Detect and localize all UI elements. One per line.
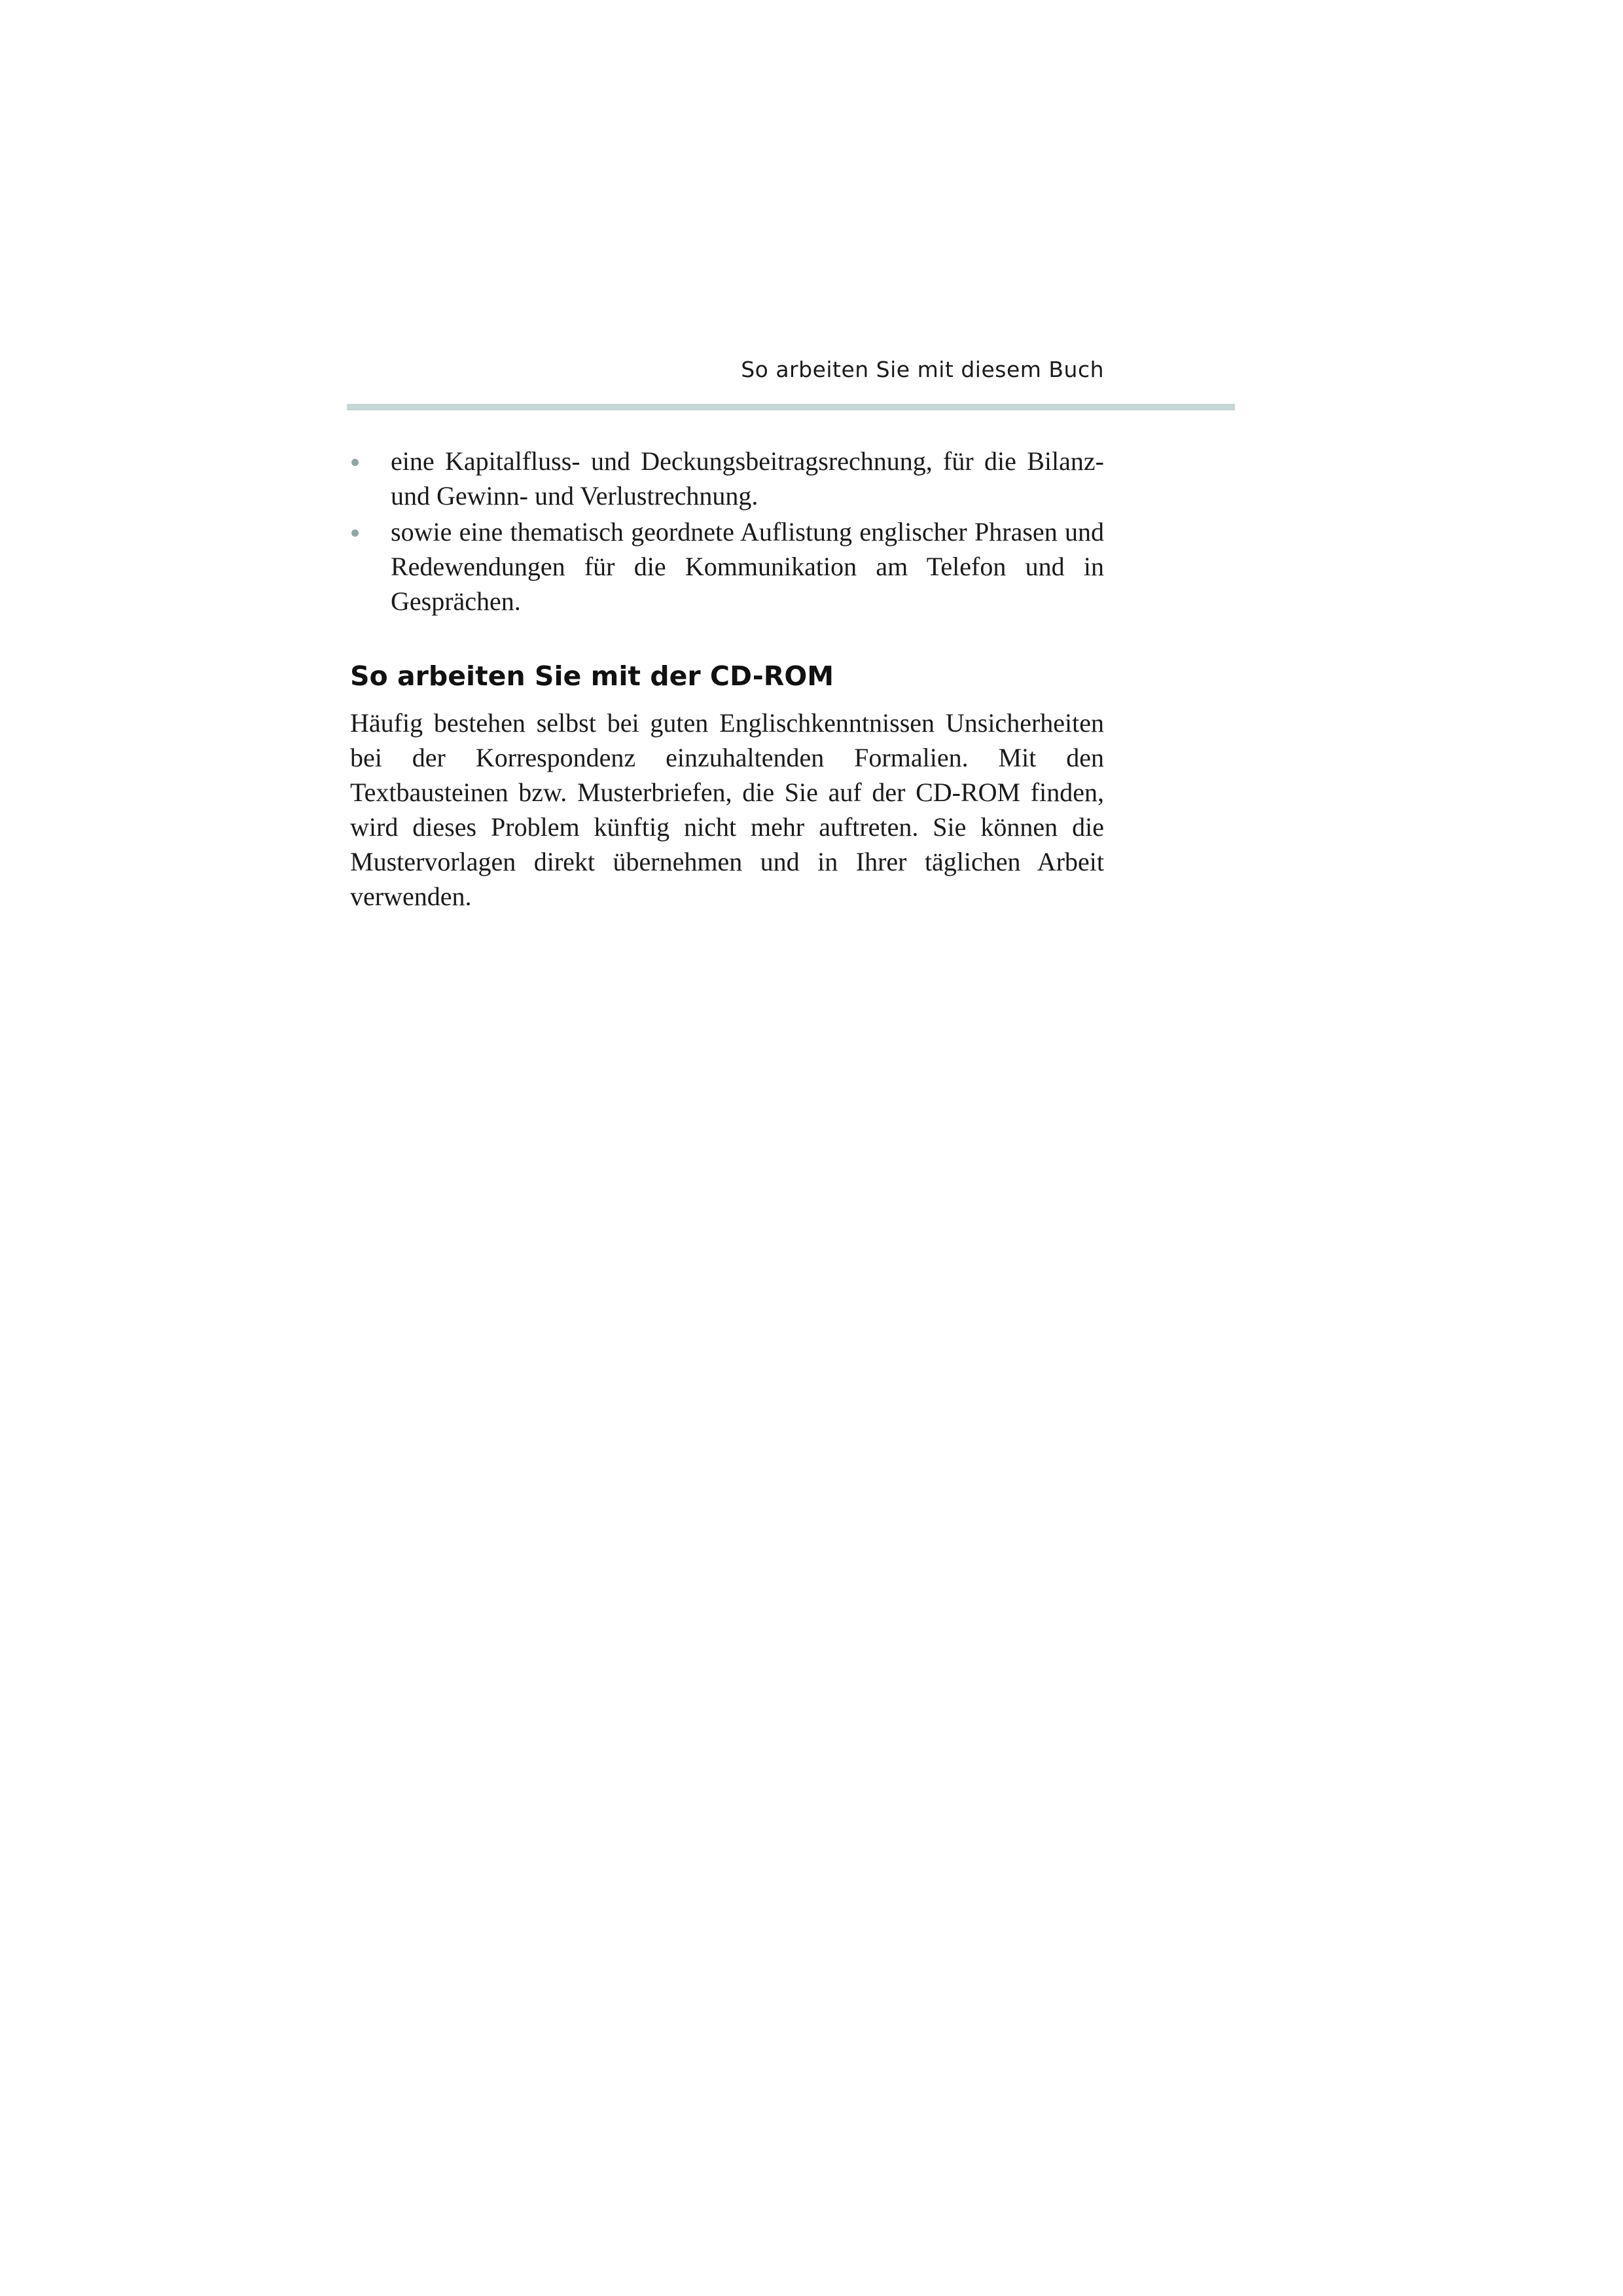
bullet-icon bbox=[351, 459, 359, 466]
page-content bbox=[350, 444, 1104, 914]
section-heading: So arbeiten Sie mit der CD-ROM bbox=[350, 660, 834, 692]
list-item-text: sowie eine thematisch geordnete Auflistung englischer Phrasen und Redewendungen für die Kommunikation am Telefon und in Gesprächen. bbox=[391, 517, 1104, 616]
running-header: So arbeiten Sie mit diesem Buch bbox=[741, 357, 1104, 382]
body-paragraph: Häufig bestehen selbst bei guten Englischkenntnissen Unsicherheiten bei der Korrespondenz einzuhaltenden Formalien. Mit den Textbausteinen bzw. Musterbriefen, die Sie auf der CD-ROM finden, wird dieses Problem künftig nicht mehr auftreten. Sie können die Mustervorlagen direkt übernehmen und in Ihrer täglichen Arbeit verwenden. bbox=[350, 708, 1104, 911]
list-item bbox=[350, 514, 1104, 619]
list-item bbox=[350, 444, 1104, 513]
list-item-text: eine Kapitalfluss- und Deckungsbeitragsrechnung, für die Bilanz- und Gewinn- und Verlustrechnung. bbox=[391, 446, 1104, 511]
bullet-list bbox=[350, 444, 1104, 619]
bullet-icon bbox=[351, 529, 359, 537]
header-rule bbox=[347, 404, 1235, 410]
